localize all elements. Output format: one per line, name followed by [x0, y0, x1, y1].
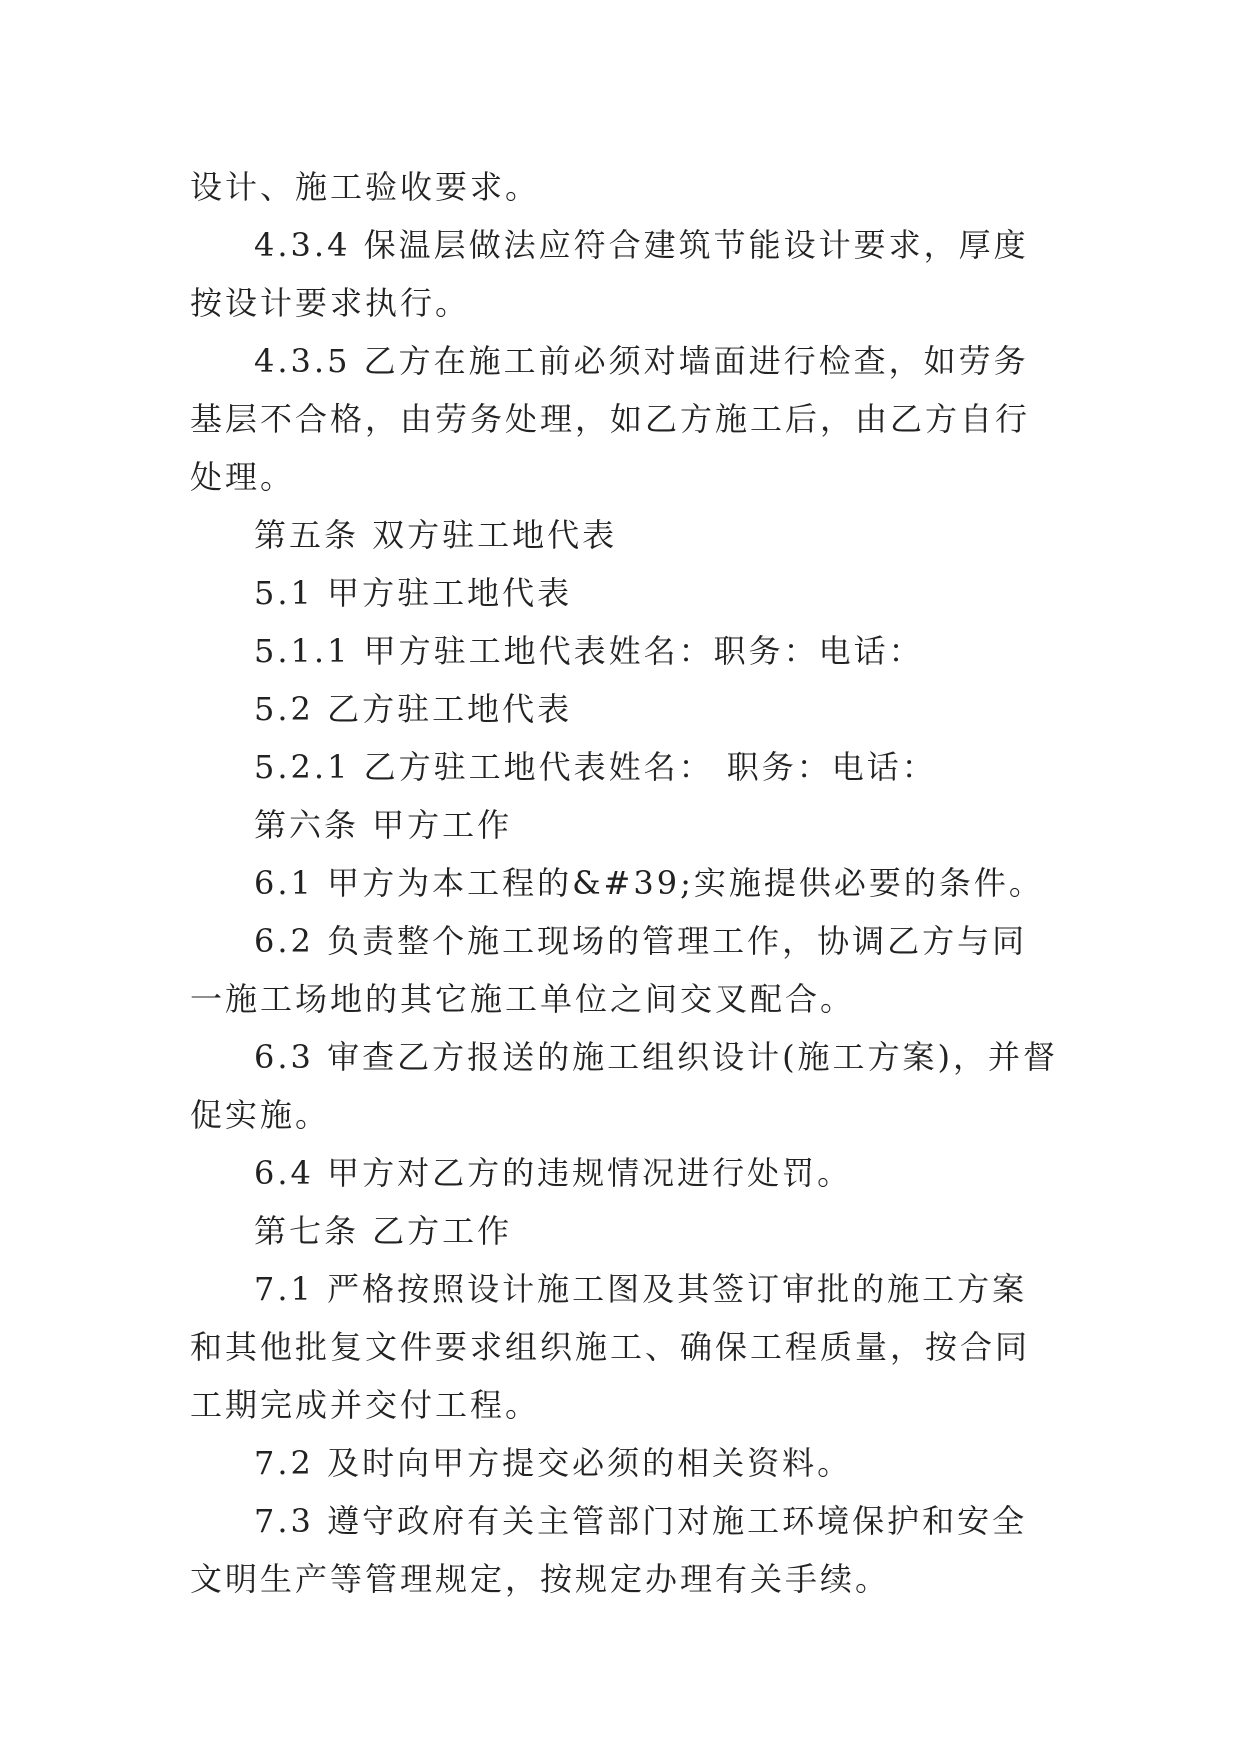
- paragraph-6-1: 6.1 甲方为本工程的&#39;实施提供必要的条件。: [254, 864, 1044, 902]
- paragraph-5-2-1: 5.2.1 乙方驻工地代表姓名： 职务：电话：: [254, 748, 937, 786]
- paragraph-5-1-1: 5.1.1 甲方驻工地代表姓名：职务：电话：: [254, 632, 924, 670]
- paragraph-6-3: 6.3 审查乙方报送的施工组织设计(施工方案)，并督促实施。: [190, 1038, 1059, 1134]
- paragraph-7-3: 7.3 遵守政府有关主管部门对施工环境保护和安全文明生产等管理规定，按规定办理有关手续。: [190, 1502, 1028, 1598]
- article-6-heading: 第六条 甲方工作: [254, 806, 513, 844]
- paragraph-7-2: 7.2 及时向甲方提交必须的相关资料。: [254, 1444, 853, 1482]
- paragraph-4-3-5: 4.3.5 乙方在施工前必须对墙面进行检查，如劳务基层不合格，由劳务处理，如乙方施工后，由乙方自行处理。: [190, 342, 1031, 496]
- article-5-heading: 第五条 双方驻工地代表: [254, 516, 618, 554]
- paragraph-5-1: 5.1 甲方驻工地代表: [254, 574, 573, 612]
- paragraph-5-2: 5.2 乙方驻工地代表: [254, 690, 573, 728]
- document-body: [190, 158, 1060, 1608]
- paragraph-continuation: 设计、施工验收要求。: [190, 168, 541, 206]
- paragraph-4-3-4: 4.3.4 保温层做法应符合建筑节能设计要求，厚度按设计要求执行。: [190, 226, 1029, 322]
- paragraph-6-2: 6.2 负责整个施工现场的管理工作，协调乙方与同一施工场地的其它施工单位之间交叉配合。: [190, 922, 1028, 1018]
- article-7-heading: 第七条 乙方工作: [254, 1212, 513, 1250]
- paragraph-7-1: 7.1 严格按照设计施工图及其签订审批的施工方案和其他批复文件要求组织施工、确保工程质量，按合同工期完成并交付工程。: [190, 1270, 1031, 1424]
- paragraph-6-4: 6.4 甲方对乙方的违规情况进行处罚。: [254, 1154, 853, 1192]
